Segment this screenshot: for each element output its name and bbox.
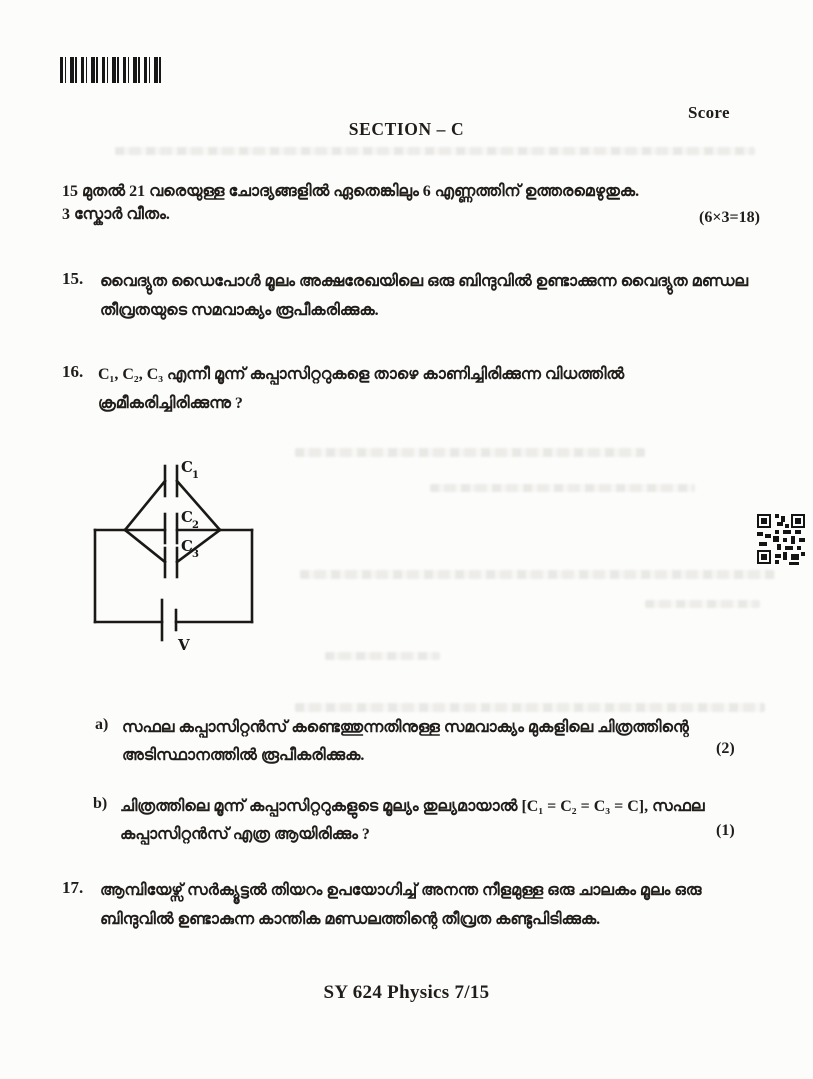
question-17-text: ആമ്പിയേഴ്സ് സർക്യൂട്ടൽ തിയറം ഉപയോഗിച്ച് അനന്ത നീളമുള്ള ഒരു ചാലകം മൂലം ഒരു ബിന്ദുവിൽ ഉണ്ടാകുന്ന കാന്തിക മണ്ഡലത്തിന്റെ തീവ്രത കണ്ടുപിടിക്കുക. xyxy=(100,882,702,928)
battery-label: V xyxy=(178,636,190,654)
section-title: SECTION – C xyxy=(348,119,465,139)
wire-diag-lower-left xyxy=(125,530,165,562)
instruction-line-1: 15 മുതൽ 21 വരെയുള്ള ചോദ്യങ്ങളിൽ ഏതെങ്കിലും 6 എണ്ണത്തിന് ഉത്തരമെഴുതുക. xyxy=(62,183,640,200)
capacitor-c3-label: C xyxy=(181,537,193,555)
sub-question-b-text: ചിത്രത്തിലെ മൂന്ന് കപ്പാസിറ്ററുകളുടെ മൂല്യം തുല്യമായാൽ [C₁ = C₂ = C₃ = C], സഫല കപ്പാസിറ്റൻസ് എത്ര ആയിരിക്കും ? xyxy=(120,798,705,843)
question-16-text: C₁, C₂, C₃ എന്നീ മൂന്ന് കപ്പാസിറ്ററുകളെ താഴെ കാണിച്ചിരിക്കുന്ന വിധത്തിൽ ക്രമീകരിച്ചിരിക്കുന്നു ? xyxy=(98,366,625,412)
sub-question-b-marks: (1) xyxy=(716,822,735,839)
barcode-icon xyxy=(60,57,161,83)
ghost-text-artifact xyxy=(300,570,775,579)
sub-question-a-marks: (2) xyxy=(716,740,735,757)
capacitor-c1-label: C xyxy=(181,458,193,476)
capacitor-c1-sub: 1 xyxy=(192,470,199,481)
qr-code-icon xyxy=(755,512,807,566)
sub-question-a-text: സഫല കപ്പാസിറ്റൻസ് കണ്ടെത്തുന്നതിനുള്ള സമവാക്യം മുകളിലെ ചിത്രത്തിന്റെ അടിസ്ഥാനത്തിൽ രൂപീകരിക്കുക. xyxy=(122,719,689,764)
instruction-line-2: 3 സ്കോർ വീതം. xyxy=(62,206,170,223)
capacitor-c2-sub: 2 xyxy=(192,520,199,531)
score-label: Score xyxy=(688,103,730,122)
wire-diag-upper-left xyxy=(125,481,165,530)
sub-question-a-label: a) xyxy=(95,716,109,733)
capacitor-c3-sub: 3 xyxy=(192,549,199,560)
ghost-text-artifact xyxy=(325,652,440,660)
question-15-text: വൈദ്യുത ഡൈപോൾ മൂലം അക്ഷരേഖയിലെ ഒരു ബിന്ദുവിൽ ഉണ്ടാക്കുന്ന വൈദ്യുത മണ്ഡല തീവ്രതയുടെ സമവാക്യം രൂപീകരിക്കുക. xyxy=(100,273,749,319)
capacitor-circuit-diagram xyxy=(88,450,268,655)
sub-question-b-label: b) xyxy=(93,795,108,812)
ghost-text-artifact xyxy=(430,484,695,492)
marks-total: (6×3=18) xyxy=(699,209,760,226)
question-15-number: 15. xyxy=(62,269,84,288)
capacitor-c2-label: C xyxy=(181,508,193,526)
ghost-text-artifact xyxy=(115,147,755,155)
ghost-text-artifact xyxy=(645,600,760,608)
page-footer: SY 624 Physics 7/15 xyxy=(323,982,490,1003)
question-17-number: 17. xyxy=(62,878,84,897)
ghost-text-artifact xyxy=(295,703,765,712)
ghost-text-artifact xyxy=(295,448,645,457)
question-16-number: 16. xyxy=(62,362,84,381)
